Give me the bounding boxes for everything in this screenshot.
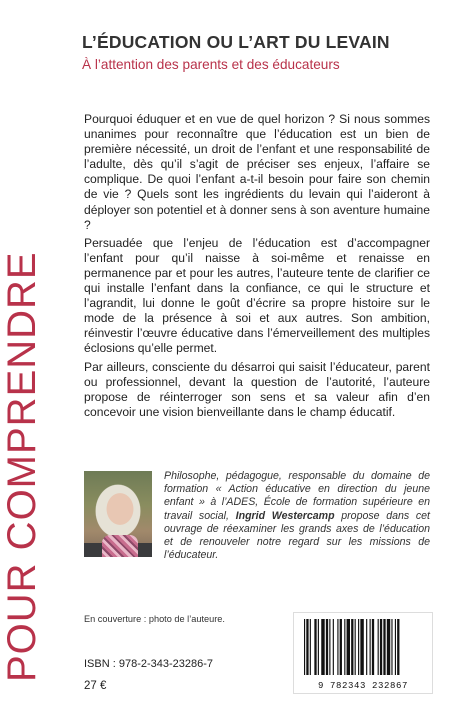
barcode	[293, 612, 433, 694]
isbn: ISBN : 978-2-343-23286-7	[84, 658, 214, 670]
barcode-bar	[380, 619, 382, 675]
barcode-bar	[370, 619, 371, 675]
author-photo	[84, 471, 152, 557]
barcode-bar	[397, 619, 399, 675]
book-title: L’ÉDUCATION OU L’ART DU LEVAIN	[82, 32, 390, 52]
barcode-bar	[326, 619, 328, 675]
cover-credit: En couverture : photo de l’auteure.	[84, 614, 225, 624]
barcode-bar	[333, 619, 334, 675]
barcode-bar	[355, 619, 356, 675]
barcode-bar	[337, 619, 338, 675]
barcode-bar	[351, 619, 353, 675]
barcode-bar	[391, 619, 392, 675]
barcode-bar	[383, 619, 385, 675]
barcode-bar	[344, 619, 345, 675]
barcode-bar	[358, 619, 359, 675]
barcode-bar	[318, 619, 319, 675]
author-name: Ingrid Westercamp	[235, 509, 335, 522]
price: 27 €	[84, 680, 107, 692]
barcode-bar	[304, 619, 305, 675]
barcode-number: 9 782343 232867	[317, 681, 408, 691]
barcode-bar	[329, 619, 330, 675]
header	[82, 32, 432, 72]
author-bio	[164, 470, 430, 562]
book-subtitle: À l’attention des parents et des éducateurs	[82, 57, 340, 72]
paragraph: Pourquoi éduquer et en vue de quel horizon ? Si nous sommes unanimes pour reconnaître que l’éducation est un bien de première nécessité, un droit de l’enfant et une responsabilité de l’adulte, dès qu’il s’agit de préciser ses enjeux, l’affaire se complique. De quoi l’enfant a-t-il besoin pour faire son chemin de vie ? Quels sont les ingrédients du levain qui l’aideront à déployer son potentiel et à donner sens à son aventure humaine ?	[84, 112, 430, 232]
paragraph: Persuadée que l’enjeu de l’éducation est d’accompagner l’enfant pour qu’il naisse à soi-même et renaisse en permanence par et pour les autres, l’auteure tente de clarifier ce qui installe l’enfant dans la confiance, ce qui le structure et l’agrandit, lui donne le goût d’écrire sa propre histoire sur le mode de la présence à soi et aux autres. Son ambition, réinvestir l’œuvre éducative dans l’émerveillement des multiples éclosions qu’elle permet.	[84, 235, 430, 356]
barcode-bar	[366, 619, 367, 675]
barcode-bar	[310, 619, 311, 675]
barcode-bar	[321, 619, 324, 675]
paragraph: Par ailleurs, consciente du désarroi qui saisit l’éducateur, parent ou professionnel, devant la question de l’autorité, l’auteure propose de réinterroger son sens et sa valeur afin d’en concevoir une vision bienveillante dans le champ éducatif.	[84, 359, 430, 419]
barcode-bar	[378, 619, 379, 675]
barcode-bar	[340, 619, 342, 675]
barcode-bar	[306, 619, 308, 675]
photo-scarf	[102, 535, 138, 557]
barcode-bar	[372, 619, 374, 675]
barcode-bar	[360, 619, 363, 675]
bio-text: Philosophe, pédagogue, responsable du domaine de formation « Action éducative en direction du jeune enfant » à l’ADES, École de formation supérieure en travail social,	[164, 470, 430, 522]
barcode-bars	[294, 613, 432, 679]
back-cover-text	[84, 112, 430, 423]
barcode-bar	[314, 619, 316, 675]
bio-text-end: propose dans cet ouvrage de réexaminer les grands axes de l’éducation et de renouveler notre regard sur les missions de l’éducateur.	[164, 509, 430, 562]
barcode-bar	[387, 619, 390, 675]
series-title: POUR COMPRENDRE	[0, 251, 44, 682]
barcode-bar	[347, 619, 350, 675]
barcode-bar	[395, 619, 396, 675]
